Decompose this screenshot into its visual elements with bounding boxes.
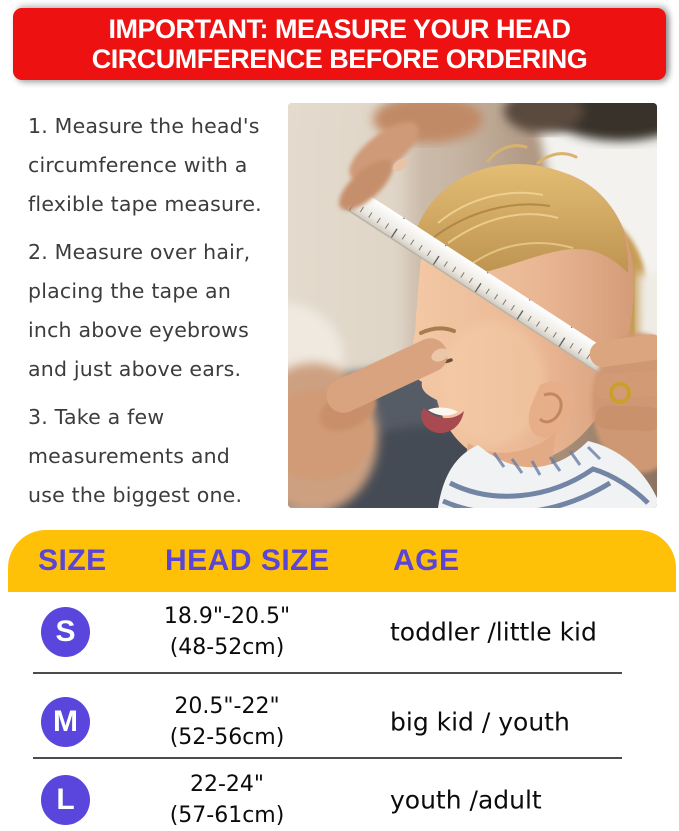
head-size-value: 18.9"-20.5" (48-52cm) xyxy=(163,604,291,660)
instruction-step: 3. Take a few measurements and use the biggest one. xyxy=(28,405,243,507)
instruction-step: 1. Measure the head's circumference with a flexible tape measure. xyxy=(28,114,262,216)
size-table-header xyxy=(8,530,676,592)
warning-banner-line2: CIRCUMFERENCE BEFORE ORDERING xyxy=(91,44,588,74)
age-value: big kid / youth xyxy=(390,707,570,737)
column-header-head-size: HEAD SIZE xyxy=(165,544,330,577)
measurement-photo xyxy=(288,103,657,508)
size-badge-m: M xyxy=(41,697,90,747)
size-badge-s: S xyxy=(41,607,90,657)
warning-banner-line1: IMPORTANT: MEASURE YOUR HEAD xyxy=(108,14,571,44)
size-badge-l: L xyxy=(41,775,90,825)
age-value: toddler /little kid xyxy=(390,617,597,647)
head-size-value: 20.5"-22" (52-56cm) xyxy=(169,694,285,750)
column-header-size: SIZE xyxy=(38,544,107,577)
column-header-age: AGE xyxy=(393,544,460,577)
age-value: youth /adult xyxy=(390,785,542,815)
size-row-m xyxy=(0,682,679,762)
warning-banner xyxy=(13,8,666,80)
instructions xyxy=(28,107,296,524)
row-divider xyxy=(33,672,622,674)
instruction-step: 2. Measure over hair, placing the tape an inch above eyebrows and just above ears. xyxy=(28,240,251,381)
row-divider xyxy=(33,757,622,759)
size-row-s xyxy=(0,592,679,672)
head-size-value: 22-24" (57-61cm) xyxy=(169,772,285,828)
size-row-l xyxy=(0,760,679,831)
